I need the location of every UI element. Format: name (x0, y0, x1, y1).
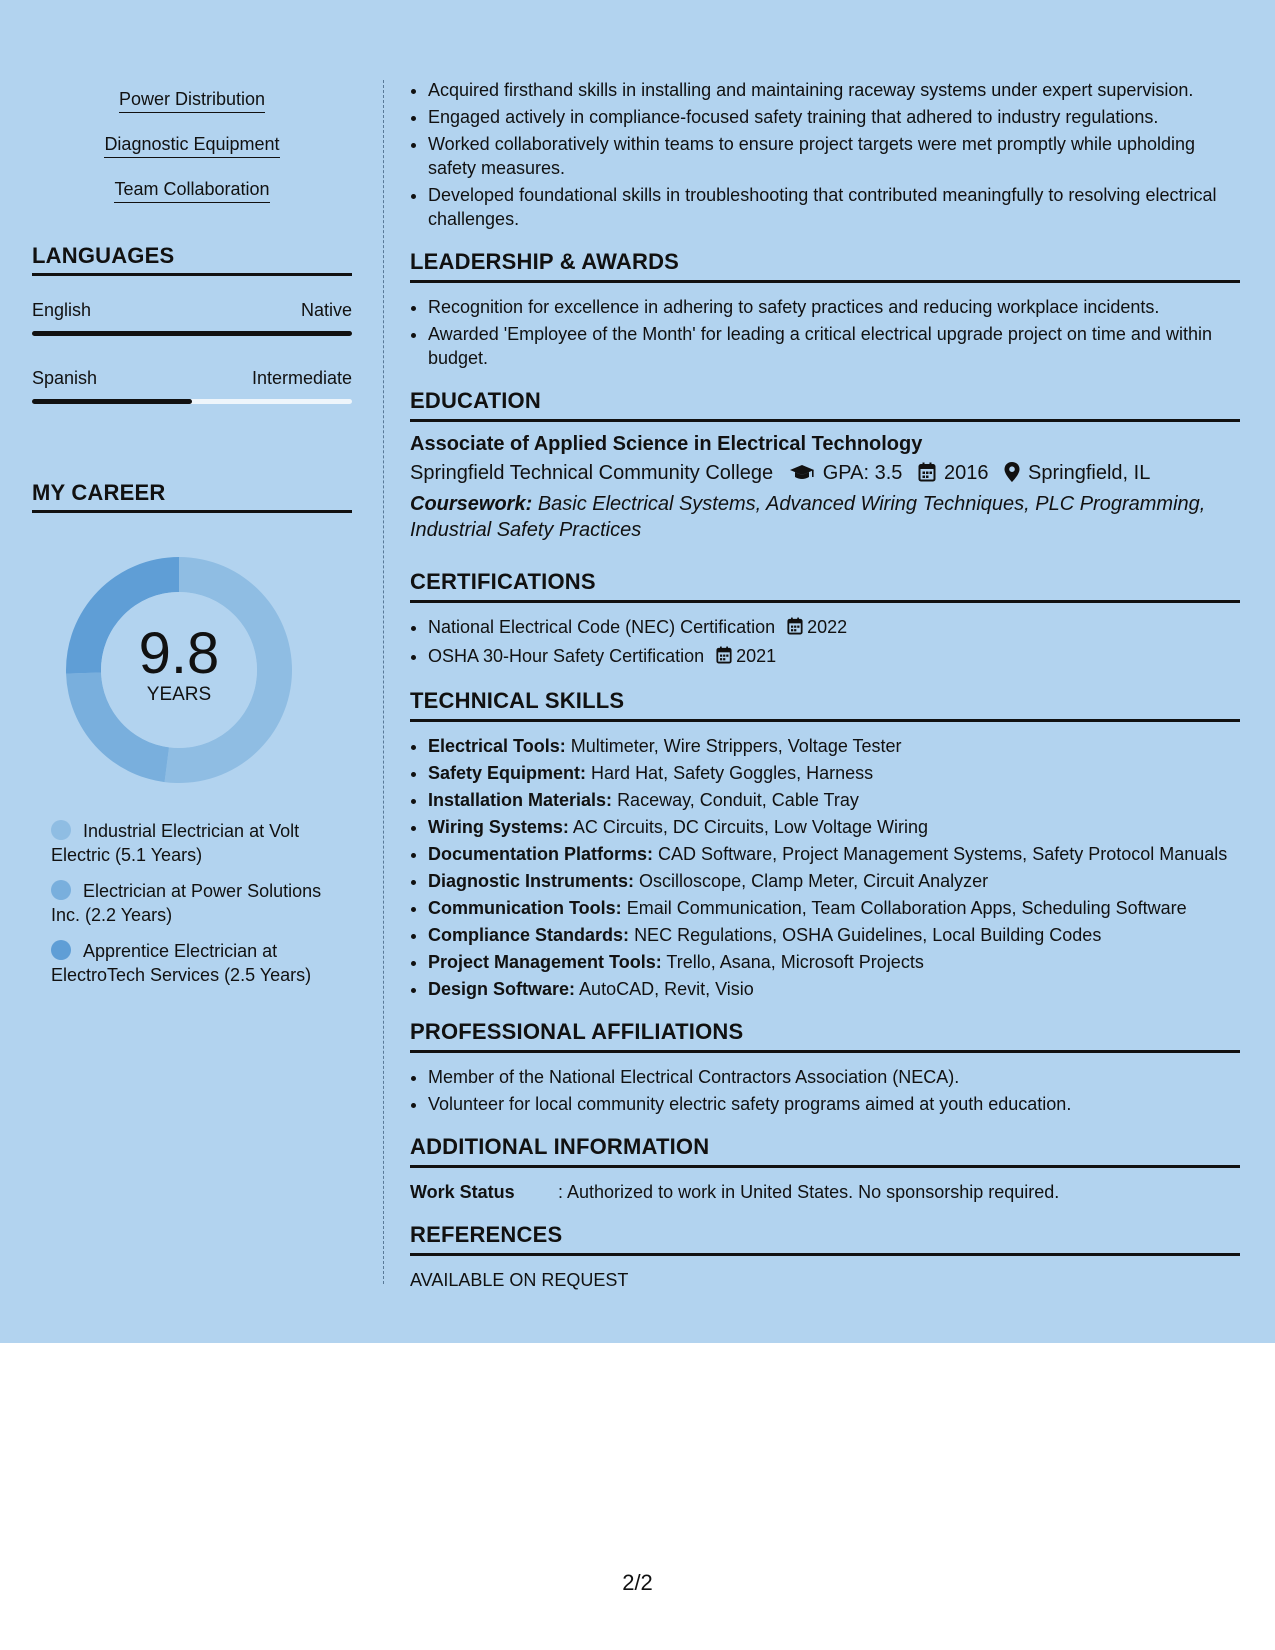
experience-bullets (410, 78, 1240, 231)
certification-year: 2021 (736, 646, 777, 666)
language-item (32, 300, 352, 336)
technical-skill-item (428, 761, 1240, 785)
references-text: AVAILABLE ON REQUEST (410, 1270, 629, 1290)
work-status-row (410, 1180, 1240, 1204)
left-column (32, 80, 352, 999)
certification-name: National Electrical Code (NEC) Certification (428, 617, 776, 637)
education-details (410, 458, 1240, 491)
education-year: 2016 (943, 462, 989, 484)
work-status-value: : Authorized to work in United States. No sponsorship required. (558, 1182, 1060, 1202)
language-level: Native (300, 300, 352, 320)
additional-info-section (410, 1134, 1240, 1204)
legend-dot (51, 880, 71, 900)
skill-values: Trello, Asana, Microsoft Projects (666, 952, 924, 972)
education-location: Springfield, IL (1028, 462, 1151, 484)
skill-values: AC Circuits, DC Circuits, Low Voltage Wiring (572, 817, 928, 837)
skill-values: AutoCAD, Revit, Visio (579, 979, 754, 999)
experience-bullet: • Worked collaboratively within teams to ensure project targets were met promptly while upholding safety measures. (428, 132, 1240, 180)
language-bar (32, 399, 352, 404)
language-bar-fill (32, 399, 192, 404)
leadership-section (410, 249, 1240, 370)
technical-skill-item (428, 869, 1240, 893)
career-legend-item (51, 939, 351, 987)
technical-skill-item (428, 734, 1240, 758)
career-role: Industrial Electrician at Volt Electric (5.1 Years) (51, 821, 300, 865)
certifications-section (410, 569, 1240, 670)
skill-values: Email Communication, Team Collaboration Apps, Scheduling Software (626, 898, 1187, 918)
language-name: English (32, 300, 92, 320)
technical-skills-heading: TECHNICAL SKILLS (410, 688, 1240, 722)
career-total-years: 9.8 (138, 621, 220, 686)
career-role: Electrician at Power Solutions Inc. (2.2 Years) (51, 881, 322, 925)
skill-item: Diagnostic Equipment (104, 133, 279, 158)
education-degree: Associate of Applied Science in Electrical Technology (410, 433, 923, 455)
graduation-cap-icon (789, 461, 815, 491)
right-column (410, 78, 1240, 1310)
calendar-icon (716, 646, 732, 670)
legend-dot (51, 820, 71, 840)
technical-skill-item (428, 977, 1240, 1001)
coursework-list: Basic Electrical Systems, Advanced Wiring Techniques, PLC Programming, Industrial Safety Practices (410, 493, 1206, 541)
career-donut-chart (64, 555, 294, 785)
certification-item (428, 615, 1240, 641)
work-status-label: Work Status (410, 1182, 515, 1202)
skill-item: Team Collaboration (114, 178, 269, 203)
legend-dot (51, 940, 71, 960)
affiliations-section (410, 1019, 1240, 1116)
career-legend-item (51, 879, 351, 927)
language-level: Intermediate (251, 368, 352, 388)
career-legend (51, 819, 351, 987)
education-heading: EDUCATION (410, 388, 1240, 422)
skill-category: Compliance Standards: (428, 925, 630, 945)
language-bar-fill (32, 331, 352, 336)
career-role: Apprentice Electrician at ElectroTech Services (2.5 Years) (51, 941, 312, 985)
skill-values: NEC Regulations, OSHA Guidelines, Local Building Codes (634, 925, 1102, 945)
language-name: Spanish (32, 368, 98, 388)
certification-item (428, 644, 1240, 670)
experience-bullet: • Engaged actively in compliance-focused safety training that adhered to industry regulations. (428, 105, 1240, 129)
skill-category: Design Software: (428, 979, 576, 999)
education-school: Springfield Technical Community College (410, 462, 774, 484)
certification-name: OSHA 30-Hour Safety Certification (428, 646, 705, 666)
skill-values: Raceway, Conduit, Cable Tray (617, 790, 859, 810)
certification-year: 2022 (807, 617, 848, 637)
education-coursework (410, 491, 1240, 543)
skill-values: Oscilloscope, Clamp Meter, Circuit Analyzer (639, 871, 989, 891)
leadership-item: • Recognition for excellence in adhering to safety practices and reducing workplace incidents. (428, 295, 1240, 319)
languages-section (32, 243, 352, 404)
skill-category: Safety Equipment: (428, 763, 587, 783)
skill-list (32, 80, 352, 215)
career-total-unit: YEARS (146, 684, 212, 705)
technical-skill-item (428, 788, 1240, 812)
donut-center (64, 555, 294, 785)
experience-bullet: • Acquired firsthand skills in installing and maintaining raceway systems under expert supervision. (428, 78, 1240, 102)
certifications-heading: CERTIFICATIONS (410, 569, 1240, 603)
career-legend-item (51, 819, 351, 867)
skill-values: Hard Hat, Safety Goggles, Harness (591, 763, 874, 783)
technical-skill-item (428, 842, 1240, 866)
affiliations-heading: PROFESSIONAL AFFILIATIONS (410, 1019, 1240, 1053)
language-bar (32, 331, 352, 336)
skill-category: Wiring Systems: (428, 817, 569, 837)
coursework-label: Coursework: (410, 493, 533, 515)
skill-category: Communication Tools: (428, 898, 622, 918)
skill-category: Installation Materials: (428, 790, 613, 810)
skill-values: Multimeter, Wire Strippers, Voltage Tester (570, 736, 902, 756)
skill-item: Power Distribution (119, 88, 265, 113)
technical-skill-item (428, 950, 1240, 974)
leadership-heading: LEADERSHIP & AWARDS (410, 249, 1240, 283)
skill-category: Documentation Platforms: (428, 844, 654, 864)
references-heading: REFERENCES (410, 1222, 1240, 1256)
skill-category: Electrical Tools: (428, 736, 566, 756)
affiliation-item: • Member of the National Electrical Contractors Association (NECA). (428, 1065, 1240, 1089)
language-item (32, 368, 352, 404)
additional-info-heading: ADDITIONAL INFORMATION (410, 1134, 1240, 1168)
technical-skill-item (428, 923, 1240, 947)
skill-values: CAD Software, Project Management Systems, Safety Protocol Manuals (658, 844, 1228, 864)
career-section (32, 480, 352, 987)
technical-skill-item (428, 896, 1240, 920)
calendar-icon (787, 617, 803, 641)
skill-category: Project Management Tools: (428, 952, 662, 972)
technical-skill-item (428, 815, 1240, 839)
calendar-icon (918, 461, 936, 491)
references-section (410, 1222, 1240, 1292)
leadership-item: • Awarded 'Employee of the Month' for leading a critical electrical upgrade project on time and within budget. (428, 322, 1240, 370)
experience-bullet: • Developed foundational skills in troubleshooting that contributed meaningfully to resolving electrical challenges. (428, 183, 1240, 231)
languages-heading: LANGUAGES (32, 243, 352, 276)
education-section (410, 388, 1240, 543)
column-divider (383, 80, 384, 1284)
skill-category: Diagnostic Instruments: (428, 871, 635, 891)
career-heading: MY CAREER (32, 480, 352, 513)
affiliation-item: • Volunteer for local community electric safety programs aimed at youth education. (428, 1092, 1240, 1116)
page-number: 2/2 (622, 1570, 653, 1595)
location-pin-icon (1004, 461, 1020, 491)
education-gpa: GPA: 3.5 (822, 462, 903, 484)
technical-skills-section (410, 688, 1240, 1001)
